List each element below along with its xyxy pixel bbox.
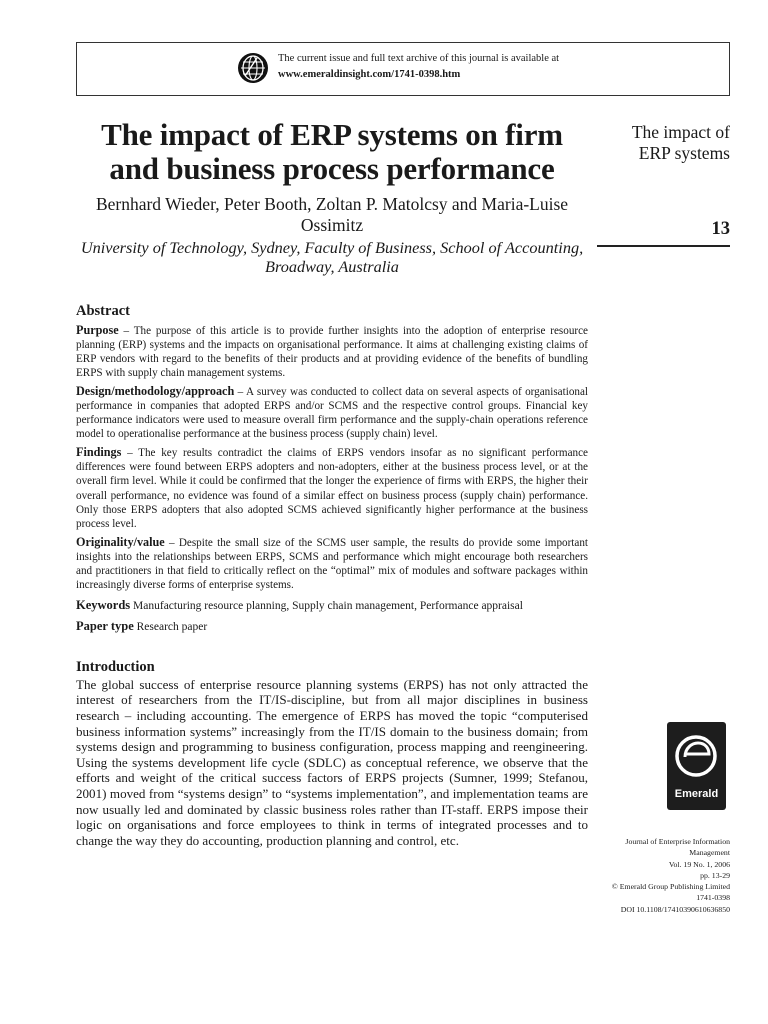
paper-type-text: Research paper [133,620,208,633]
publication-info [590,836,730,915]
sidebar-rule [597,245,730,247]
journal-info-line: pp. 13-29 [700,870,730,880]
journal-url-link[interactable]: www.emeraldinsight.com/1741-0398.htm [278,69,461,80]
emerald-logo-text: Emerald [674,788,719,800]
paper-type [76,619,588,634]
purpose-label: Purpose [76,323,119,337]
purpose-text: – The purpose of this article is to provide further insights into the adoption of enterprise resource planning (ERP) systems and the impacts on organisational performance. It aims at challenging existing claims of ERP vendors with regard to the benefits of their products and at providing evidence of the benefits of bundling ERPS with supply chain management systems. [76,325,588,380]
abstract-findings [76,445,588,530]
article-authors: Bernhard Wieder, Peter Booth, Zoltan P. Matolcsy and Maria-Luise Ossimitz [95,194,569,235]
running-title: The impact of ERP systems [631,122,730,163]
archive-notice: The current issue and full text archive of this journal is available at [278,53,560,64]
abstract-purpose [76,323,588,380]
journal-info-line: DOI 10.1108/17410390610636850 [620,904,730,914]
author-affiliation: University of Technology, Sydney, Faculty of Business, School of Accounting, Broadway, Australia [80,238,584,276]
journal-info-line: Vol. 19 No. 1, 2006 [668,859,730,869]
journal-info-line: 1741-0398 [696,893,730,903]
originality-text: – Despite the small size of the SCMS user sample, the results do provide some important insights into the relationships between ERPS, SCMS and performance which might encourage both researchers and practitioners in that field to critically reflect on the “optimal” mix of modules and software packages within increasingly diverse forms of enterprise systems. [76,536,588,591]
originality-label: Originality/value [76,534,165,549]
article-main-column [76,118,588,848]
journal-info-line: © Emerald Group Publishing Limited [611,882,730,892]
emerald-e-icon [672,728,720,784]
paper-type-label: Paper type [76,618,134,633]
journal-info-line: Journal of Enterprise Information [625,837,730,846]
keywords-text: Manufacturing resource planning, Supply chain management, Performance appraisal [130,599,523,612]
emerald-logo [667,722,726,810]
abstract-design [76,384,588,441]
keywords-label: Keywords [76,597,131,612]
journal-availability-banner [76,42,730,96]
introduction-paragraph: The global success of enterprise resource planning systems (ERPS) has not only attracted the interest of researchers from the IT/IS-discipline, but from all major disciplines in business research – including accounting. The emergence of ERPS has moved the topic “computerised business information systems” increasingly from the IT/IS domain to the business domain; from systems design and programming to business configuration, process mapping and reengineering. Using the systems development life cycle (SDLC) as conceptual reference, we observe that the efforts and weight of the critical success factors of ERPS projects (Sumner, 1999; Stefanou, 2001) moved from “systems design” to “systems implementation”, and implementation teams are now usually led and dominated by classic business roles rather than IT-staff. ERPS impose their logic on organisations and force employees to think in terms of integrated processes and to change the way they do accounting, production planning and control, etc. [76,676,588,848]
design-label: Design/methodology/approach [76,384,235,399]
globe-icon [237,52,269,84]
journal-info-line: Management [689,848,730,858]
design-text: – A survey was conducted to collect data on several aspects of organisational performance in companies that adopted ERPS and/or SCMS and the respective control groups. Financial key performance indicators were used to measure overall firm performance and the supply-chain operations reference model to operationalise performance at the business process (supply chain) level. [76,386,588,441]
findings-text: – The key results contradict the claims of ERPS vendors insofar as no significant performance differences were found between ERPS adopters and non-adopters, either at the business process level, or at the overall firm level. While it could be confirmed that the longer the experience of firms with ERPS, the higher their overall performance, no evidence was found of a similar effect on business process (supply chain) performance. Only those ERPS adopters that also adopted SCMS achieved significantly higher performance at the business process level. [76,447,588,530]
findings-label: Findings [76,445,122,460]
abstract-heading: Abstract [76,303,130,319]
abstract-originality [76,535,588,592]
introduction-heading: Introduction [76,658,155,675]
article-title: The impact of ERP systems on firm and business process performance [101,117,563,186]
keywords [76,598,588,613]
page-number: 13 [711,219,730,239]
